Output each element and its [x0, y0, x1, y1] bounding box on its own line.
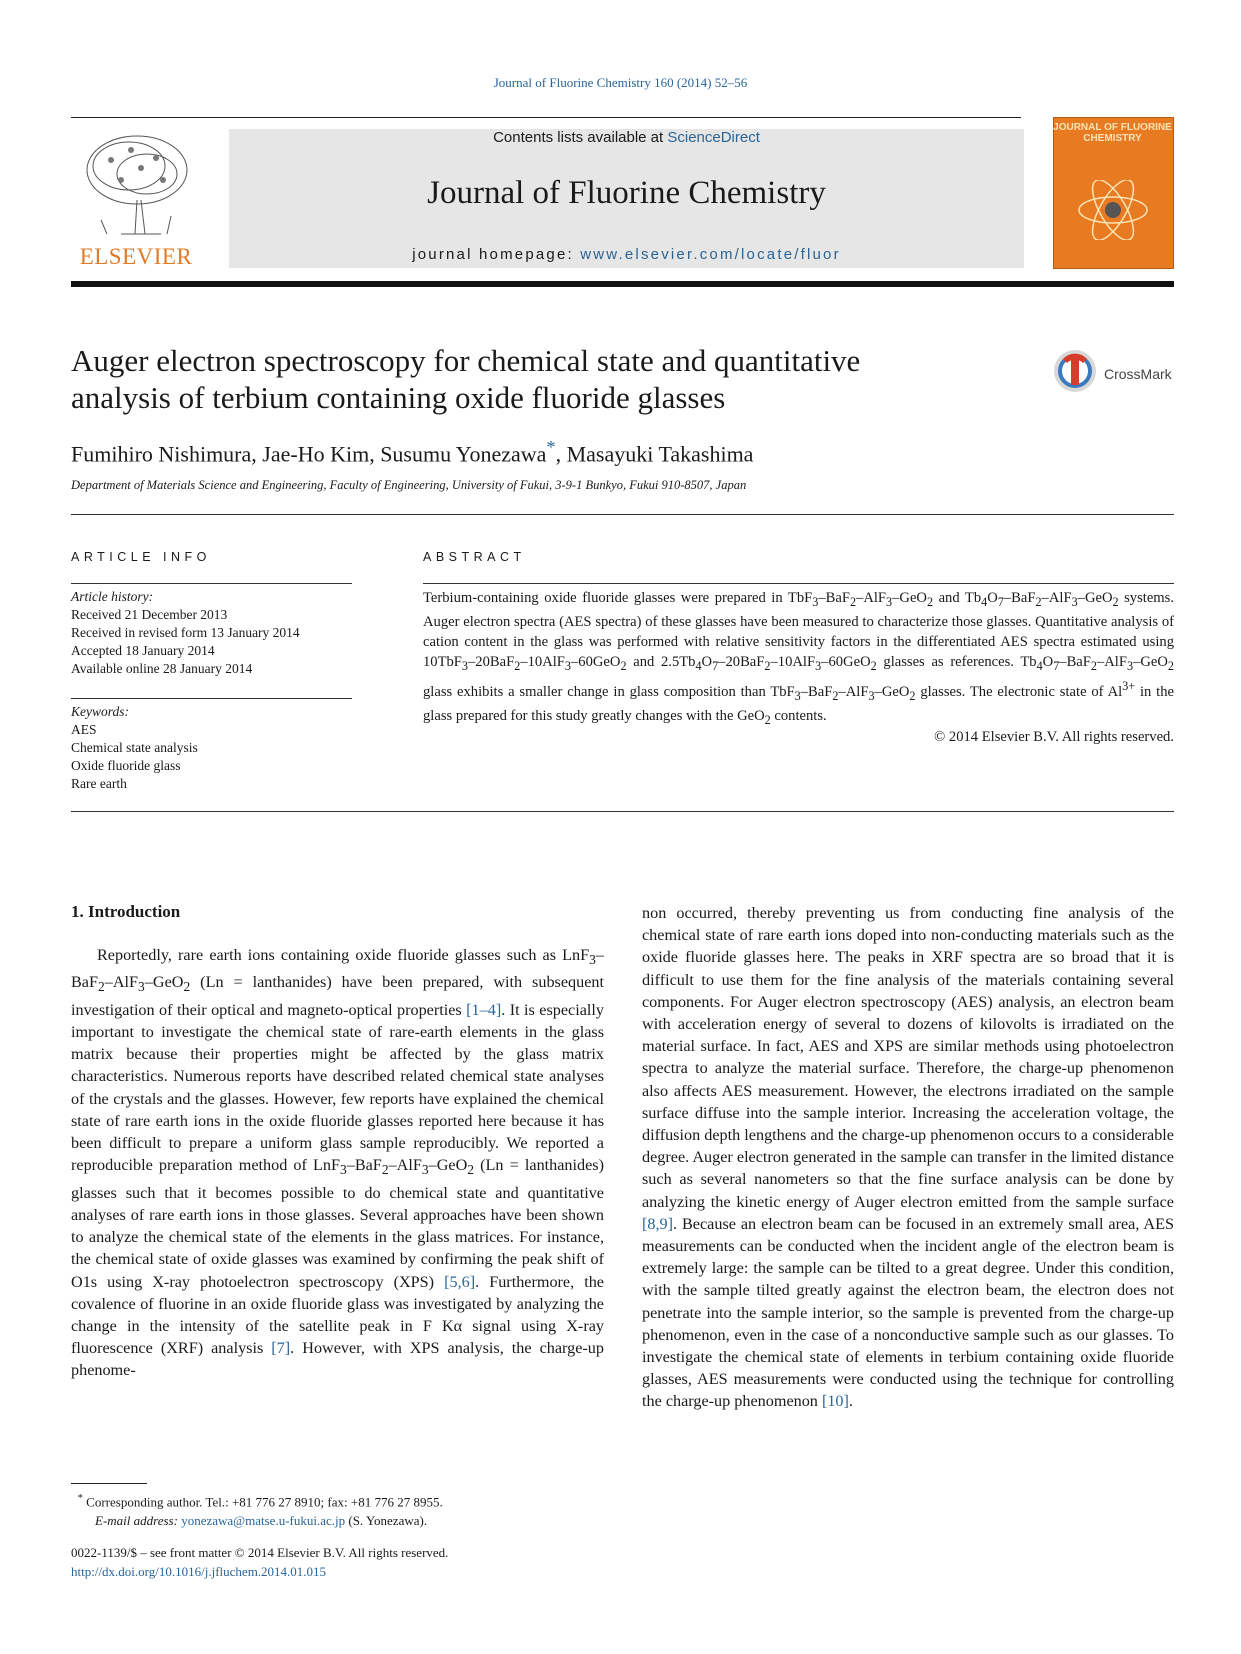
abstract-bottom-rule	[71, 811, 1174, 812]
doi-link[interactable]: http://dx.doi.org/10.1016/j.jfluchem.2014.01.015	[71, 1564, 327, 1579]
contents-prefix: Contents lists available at	[493, 129, 668, 146]
journal-title: Journal of Fluorine Chemistry	[427, 175, 826, 211]
citation-link[interactable]: [10]	[821, 1392, 849, 1411]
abstract-heading: ABSTRACT	[423, 550, 526, 564]
footnote-rule	[71, 1483, 147, 1484]
affiliation: Department of Materials Science and Engineering, Faculty of Engineering, University of Fukui, 3-9-1 Bunkyo, Fukui 910-8507, Japan	[71, 478, 747, 492]
title-line-2: analysis of terbium containing oxide fluoride glasses	[71, 380, 726, 415]
keywords-block	[71, 703, 198, 793]
keyword-item: Chemical state analysis	[71, 740, 198, 755]
issn-line: 0022-1139/$ – see front matter © 2014 Elsevier B.V. All rights reserved.	[71, 1545, 449, 1560]
abstract-copyright: © 2014 Elsevier B.V. All rights reserved.	[934, 729, 1174, 745]
email-label: E-mail address:	[95, 1513, 182, 1529]
footnote-star: *	[77, 1492, 83, 1504]
elsevier-wordmark: ELSEVIER	[79, 244, 193, 269]
footnote-email	[71, 1511, 443, 1530]
abstract-rule	[423, 583, 1174, 584]
journal-citation-link[interactable]: Journal of Fluorine Chemistry 160 (2014) 52–56	[493, 75, 748, 90]
keywords-label: Keywords:	[71, 704, 129, 719]
article-info-rule	[71, 583, 352, 584]
email-suffix: (S. Yonezawa).	[345, 1513, 428, 1529]
keyword-item: AES	[71, 722, 97, 737]
received-date: Received 21 December 2013	[71, 607, 228, 622]
accepted-date: Accepted 18 January 2014	[71, 643, 215, 658]
front-matter	[71, 1543, 448, 1581]
article-history	[71, 588, 300, 678]
online-date: Available online 28 January 2014	[71, 661, 253, 676]
citation-link[interactable]: [1–4]	[466, 1000, 502, 1019]
contents-line	[229, 129, 1024, 146]
homepage-link[interactable]: www.elsevier.com/locate/fluor	[580, 246, 841, 263]
citation-link[interactable]: [5,6]	[444, 1272, 476, 1291]
intro-paragraph-left: Reportedly, rare earth ions containing oxide fluoride glasses such as LnF$_3$–BaF$_2$–AlF$_3$–GeO$_2$ (Ln = lanthanides) have been prepared, with subsequent investigation of their optical and magneto-optical properties [1–4]. It is especially important to investigate the chemical state of rare-earth elements in the glass matrix because their properties might be affected by the glass matrix characteristics. Numerous reports have described related chemical state analyses of the crystals and the glasses. However, few reports have explained the chemical state of rare earth ions in the oxide fluoride glasses reported here because it has been difficult to prepare a uniform glass sample reproducibly. We reported a reproducible preparation method of LnF$_3$–BaF$_2$–AlF$_3$–GeO$_2$ (Ln = lanthanides) glasses such that it becomes possible to do chemical state and quantitative analyses of rare earth ions in those glasses. Several approaches have been shown to analyze the chemical state of the elements in the glass matrices. For instance, the chemical state of oxide glasses was examined by confirming the peak shift of O1s using X-ray photoelectron spectroscopy (XPS) [5,6]. Furthermore, the covalence of fluorine in an oxide fluoride glass was investigated by analyzing the change in the intensity of the satellite peak in F Kα signal using X-ray fluorescence (XRF) analysis [7]. However, with XPS analysis, the charge-up phenome-	[71, 946, 604, 1380]
history-label: Article history:	[71, 589, 154, 604]
introduction-heading: 1. Introduction	[71, 902, 181, 921]
crossmark-label[interactable]: CrossMark	[1104, 366, 1172, 382]
corresponding-author-marker[interactable]: *	[546, 437, 556, 457]
journal-cover-title: JOURNAL OF FLUORINE CHEMISTRY	[1053, 122, 1172, 144]
keyword-item: Oxide fluoride glass	[71, 758, 181, 773]
revised-date: Received in revised form 13 January 2014	[71, 625, 300, 640]
keyword-item: Rare earth	[71, 776, 127, 791]
header-bar	[71, 281, 1174, 287]
authors-part-1: Fumihiro Nishimura, Jae-Ho Kim, Susumu Yonezawa	[71, 441, 547, 467]
article-title	[71, 342, 991, 416]
authors-part-2: , Masayuki Takashima	[555, 441, 754, 467]
citation-link[interactable]: [7]	[271, 1339, 291, 1358]
homepage-prefix: journal homepage:	[412, 246, 581, 263]
corresponding-footnote	[71, 1489, 443, 1530]
sciencedirect-link[interactable]: ScienceDirect	[667, 129, 760, 146]
citation-link[interactable]: [8,9]	[642, 1214, 674, 1233]
abstract-text: Terbium-containing oxide fluoride glasses were prepared in TbF$_3$–BaF$_2$–AlF$_3$–GeO$_2$ and $Tb_4O_7-BaF_2-AlF_3-GeO_2$ systems. Auger electron spectra (AES spectra) of these glasses have been measured to characterize those glasses. Quantitative analysis of cation content in the glass was performed with relative sensitivity factors in the differentiated AES spectra estimated using 10TbF$_3$–20BaF$_2$–10AlF$_3$–60GeO$_2$ and $2.5Tb_4O_7-20BaF_2-10AlF_3-60GeO_2$ glasses as references. $Tb_4O_7-BaF_2-AlF_3-GeO_2$ glass exhibits a smaller change in glass composition than TbF$_3$–BaF$_2$–AlF$_3$–GeO$_2$ glasses. The electronic state of $Al^{3+}$ in the glass prepared for this study greatly changes with the GeO$_2$ contents.	[423, 590, 1174, 727]
intro-paragraph-right: non occurred, thereby preventing us from conducting fine analysis of the chemical state of rare earth ions doped into non-conducting materials such as the oxide fluoride glasses here. The peaks in XRF spectra are so broad that it is difficult to use them for the fine analysis of the materials containing several components. For Auger electron spectroscopy (AES) analysis, an electron beam with acceleration energy of several to dozens of kilovolts is irradiated on the material surface. In fact, AES and XPS are similar methods using photoelectron spectra to analyze the material surface. Therefore, the charge-up phenomenon also affects AES measurement. However, the electrons irradiated on the sample surface diffuse into the sample interior. Increasing the acceleration voltage, the diffusion depth lengthens and the charge-up phenomenon occurs to a considerable degree. Auger electron generated in the sample can transfer in the limited distance such as several nanometers so that the fine surface analysis can be done by analyzing the kinetic energy of Auger electron emitted from the sample surface [8,9]. Because an electron beam can be focused in an extremely small area, AES measurements can be conducted when the incident angle of the electron beam is extremely large: the sample can be tilted to a great degree. Under this condition, with the sample tilted greatly against the electron beam, the electron does not penetrate into the sample interior, so the sample is prevented from the charge-up phenomenon, even in the case of a nonconductive sample such as our glasses. To investigate the chemical state of elements in terbium containing oxide fluoride glasses, AES measurements were conducted using the technique for controlling the charge-up phenomenon [10].	[642, 904, 1174, 1411]
author-list	[71, 437, 753, 467]
article-info-heading: ARTICLE INFO	[71, 550, 211, 564]
section-rule	[71, 514, 1174, 515]
top-rule	[71, 117, 1021, 118]
cover-atom-icon	[1075, 180, 1151, 240]
homepage-line	[229, 246, 1024, 263]
footnote-corresponding: Corresponding author. Tel.: +81 776 27 8910; fax: +81 776 27 8955.	[82, 1494, 443, 1510]
title-line-1: Auger electron spectroscopy for chemical state and quantitative	[71, 343, 861, 378]
footnote-contact	[71, 1489, 443, 1511]
keywords-rule	[71, 698, 352, 699]
email-link[interactable]: yonezawa@matse.u-fukui.ac.jp	[181, 1513, 346, 1529]
